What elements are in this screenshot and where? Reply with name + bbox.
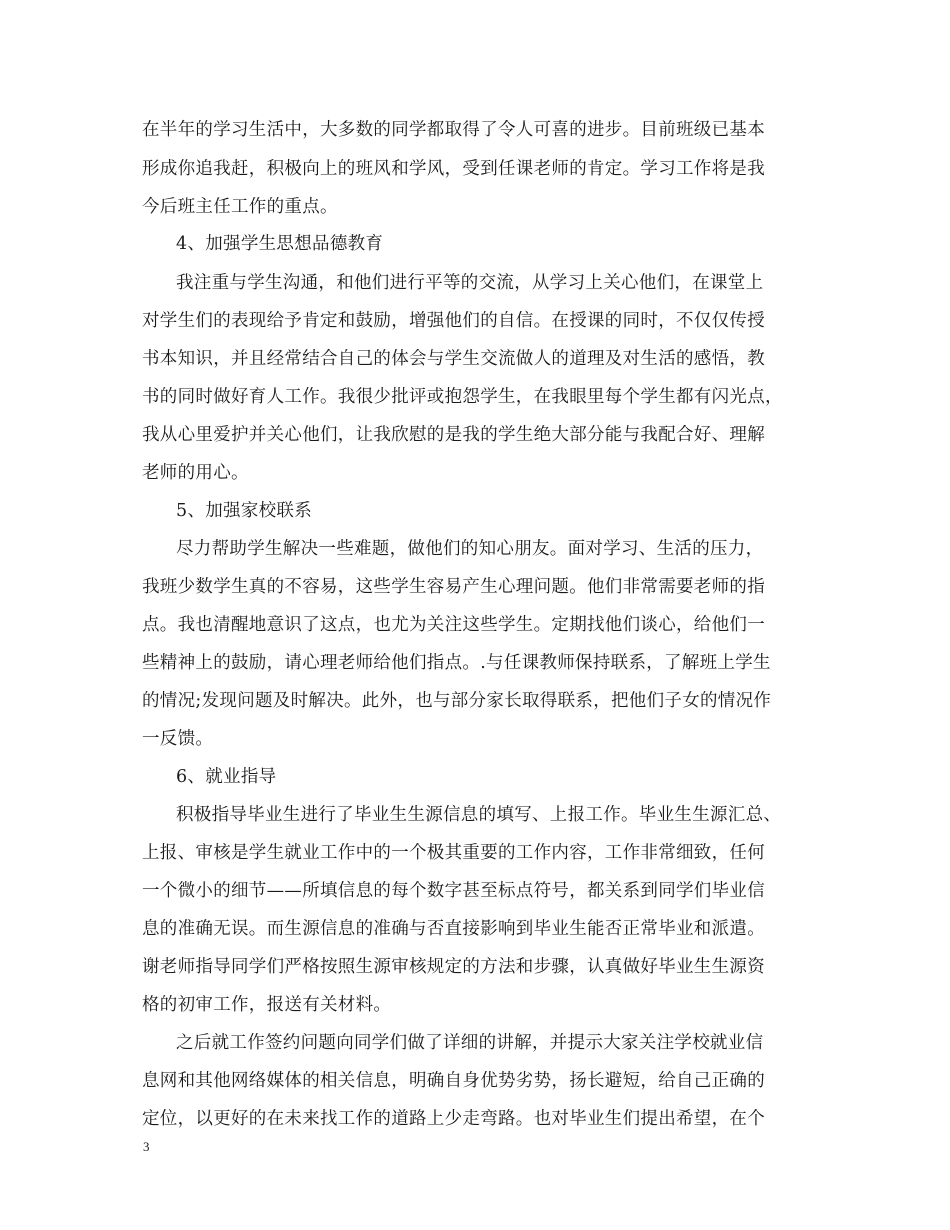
text-line: 尽力帮助学生解决一些难题，做他们的知心朋友。面对学习、生活的压力， [176,539,764,559]
text-line: 一反馈。 [142,729,214,749]
text-line: 积极指导毕业生进行了毕业生生源信息的填写、上报工作。毕业生生源汇总、 [176,805,782,825]
text-line: 今后班主任工作的重点。 [142,197,338,217]
text-line: 之后就工作签约问题向同学们做了详细的讲解，并提示大家关注学校就业信 [176,1033,764,1053]
text-line: 对学生们的表现给予肯定和鼓励，增强他们的自信。在授课的同时，不仅仅传授 [142,311,765,331]
section-heading: 5、加强家校联系 [176,501,313,521]
text-line: 书的同时做好育人工作。我很少批评或抱怨学生，在我眼里每个学生都有闪光点， [142,387,783,407]
text-line: 在半年的学习生活中，大多数的同学都取得了令人可喜的进步。目前班级已基本 [142,120,765,140]
page-number: 3 [143,1139,150,1154]
text-line: 我从心里爱护并关心他们，让我欣慰的是我的学生绝大部分能与我配合好、理解 [142,425,765,445]
text-line: 格的初审工作，报送有关材料。 [142,995,392,1015]
text-line: 些精神上的鼓励，请心理老师给他们指点。.与任课教师保持联系，了解班上学生 [142,653,771,673]
section-heading: 6、就业指导 [176,767,277,787]
text-line: 书本知识，并且经常结合自己的体会与学生交流做人的道理及对生活的感悟，教 [142,349,765,369]
text-line: 上报、审核是学生就业工作中的一个极其重要的工作内容，工作非常细致，任何 [142,843,765,863]
text-line: 息的准确无误。而生源信息的准确与否直接影响到毕业生能否正常毕业和派遣。 [142,919,765,939]
text-line: 我注重与学生沟通，和他们进行平等的交流，从学习上关心他们，在课堂上 [176,273,764,293]
text-line: 我班少数学生真的不容易，这些学生容易产生心理问题。他们非常需要老师的指 [142,577,765,597]
text-line: 息网和其他网络媒体的相关信息，明确自身优势劣势，扬长避短，给自己正确的 [142,1071,765,1091]
section-heading: 4、加强学生思想品德教育 [176,234,384,254]
text-line: 定位，以更好的在未来找工作的道路上少走弯路。也对毕业生们提出希望，在个 [142,1109,765,1129]
text-line: 的情况;发现问题及时解决。此外，也与部分家长取得联系，把他们子女的情况作 [142,691,772,711]
text-line: 点。我也清醒地意识了这点，也尤为关注这些学生。定期找他们谈心，给他们一 [142,615,765,635]
text-line: 形成你追我赶，积极向上的班风和学风，受到任课老师的肯定。学习工作将是我 [142,159,765,179]
text-line: 一个微小的细节——所填信息的每个数字甚至标点符号，都关系到同学们毕业信 [142,881,765,901]
text-line: 老师的用心。 [142,463,249,483]
text-line: 谢老师指导同学们严格按照生源审核规定的方法和步骤，认真做好毕业生生源资 [142,957,765,977]
